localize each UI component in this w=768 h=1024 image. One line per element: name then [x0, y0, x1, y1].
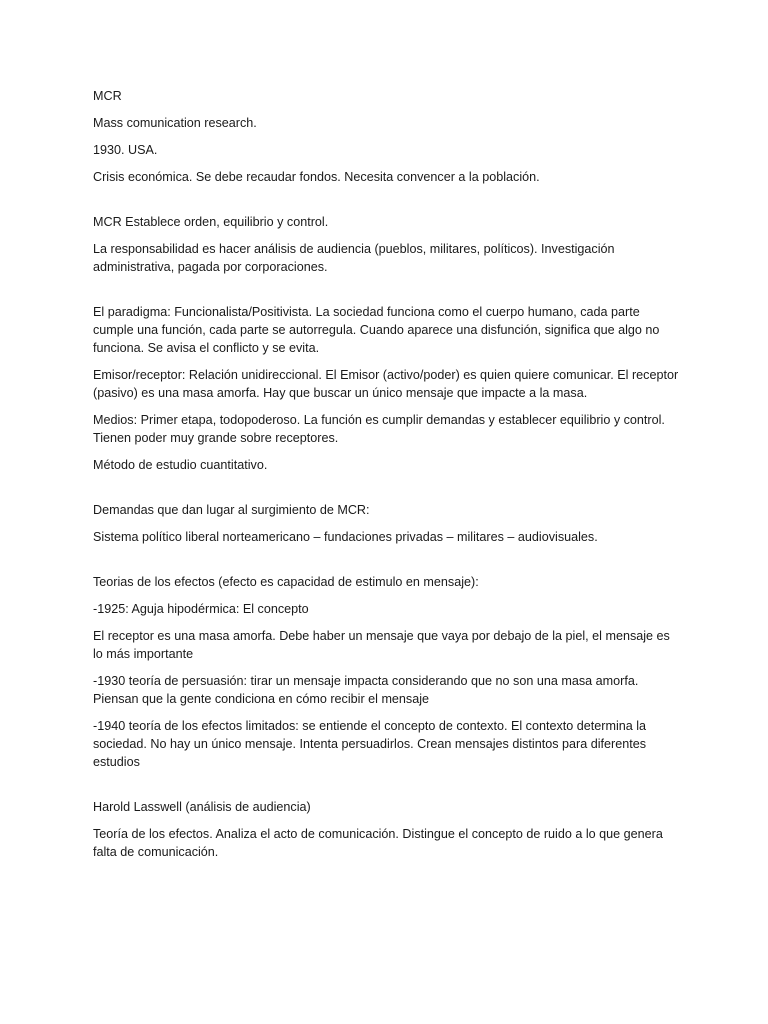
document-body	[93, 87, 683, 870]
document-heading: MCR	[93, 89, 122, 103]
document-paragraph: -1930 teoría de persuasión: tirar un mensaje impacta considerando que no son una masa amorfa. Piensan que la gente condiciona en cómo recibir el mensaje	[93, 674, 639, 706]
document-paragraph: Medios: Primer etapa, todopoderoso. La función es cumplir demandas y establecer equilibrio y control. Tienen poder muy grande sobre receptores.	[93, 413, 665, 445]
document-paragraph: Sistema político liberal norteamericano – fundaciones privadas – militares – audiovisuales.	[93, 530, 598, 544]
document-paragraph: La responsabilidad es hacer análisis de audiencia (pueblos, militares, políticos). Investigación administrativa, pagada por corporaciones.	[93, 242, 615, 274]
document-paragraph: Emisor/receptor: Relación unidireccional. El Emisor (activo/poder) es quien quiere comunicar. El receptor (pasivo) es una masa amorfa. Hay que buscar un único mensaje que impacte a la masa.	[93, 368, 679, 400]
document-paragraph: Harold Lasswell (análisis de audiencia)	[93, 800, 311, 814]
document-paragraph: Método de estudio cuantitativo.	[93, 458, 268, 472]
document-paragraph: Crisis económica. Se debe recaudar fondos. Necesita convencer a la población.	[93, 170, 540, 184]
document-paragraph: Teorias de los efectos (efecto es capacidad de estimulo en mensaje):	[93, 575, 479, 589]
document-paragraph: 1930. USA.	[93, 143, 158, 157]
document-paragraph: El receptor es una masa amorfa. Debe haber un mensaje que vaya por debajo de la piel, el mensaje es lo más importante	[93, 629, 670, 661]
document-paragraph: El paradigma: Funcionalista/Positivista. La sociedad funciona como el cuerpo humano, cada parte cumple una función, cada parte se autorregula. Cuando aparece una disfunción, significa que algo no funciona. Se avisa el conflicto y se evita.	[93, 305, 660, 355]
document-paragraph: Demandas que dan lugar al surgimiento de MCR:	[93, 503, 370, 517]
document-paragraph: Teoría de los efectos. Analiza el acto de comunicación. Distingue el concepto de ruido a lo que genera falta de comunicación.	[93, 827, 663, 859]
document-paragraph: MCR Establece orden, equilibrio y control.	[93, 215, 329, 229]
document-paragraph: Mass comunication research.	[93, 116, 257, 130]
document-paragraph: -1940 teoría de los efectos limitados: se entiende el concepto de contexto. El contexto determina la sociedad. No hay un único mensaje. Intenta persuadirlos. Crean mensajes distintos para diferentes estudios	[93, 719, 647, 769]
document-paragraph: -1925: Aguja hipodérmica: El concepto	[93, 602, 309, 616]
